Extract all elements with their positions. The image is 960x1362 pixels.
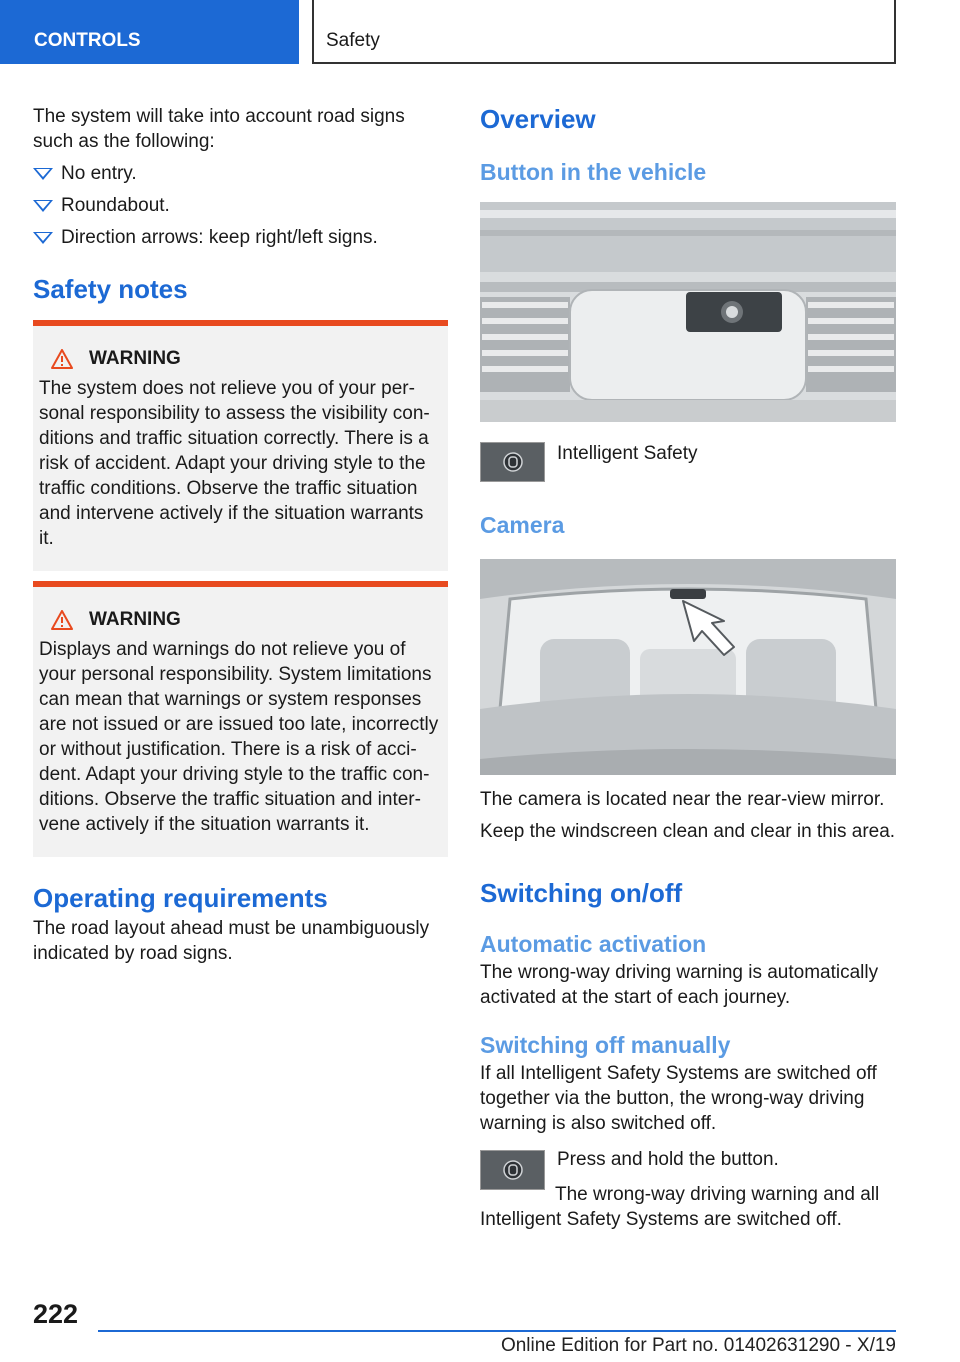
dashboard-button-image — [480, 202, 896, 422]
intelligent-safety-button[interactable] — [480, 1150, 545, 1190]
intelligent-safety-button[interactable] — [480, 442, 545, 482]
left-column — [33, 100, 448, 966]
switching-heading: Switching on/off — [480, 878, 683, 908]
warning-triangle-icon — [51, 610, 73, 630]
operating-requirements-heading: Operating requirements — [33, 883, 328, 913]
intelligent-safety-caption: Intelligent Safety — [557, 443, 698, 464]
page-number: 222 — [33, 1299, 79, 1329]
list-item: No entry. — [33, 161, 448, 186]
sign-list — [33, 161, 448, 250]
warning-text: Displays and warnings do not relieve you of your personal responsibility. System limitations can mean that warnings or system responses are not issued or are issued too late, incorrectly or without justification. There is a risk of acci‐dent. Adapt your driving style to the traffic con‐ditions. Observe the traffic situation and inter‐vene actively if the situation warrants it. — [39, 639, 439, 835]
camera-heading: Camera — [480, 512, 565, 538]
press-hold-text: Press and hold the button. — [557, 1149, 779, 1170]
warning-text: The system does not relieve you of your per‐sonal responsibility to assess the visibility con‐ditions and traffic situation correctly. There is a risk of accident. Adapt your driving style to the traffic conditions. Observe the traffic situation and intervene actively if the situation warrants it. — [39, 378, 430, 549]
warning-box — [33, 581, 448, 857]
right-column — [480, 100, 896, 1232]
edition-note: Online Edition for Part no. 01402631290 - X/19 — [500, 1335, 896, 1356]
camera-text-1: The camera is located near the rear-view mirror. — [480, 789, 885, 810]
footer-divider — [98, 1330, 896, 1332]
button-heading: Button in the vehicle — [480, 159, 707, 185]
safety-notes-heading: Safety notes — [33, 274, 188, 304]
automatic-activation-heading: Automatic activation — [480, 931, 707, 957]
switching-off-heading: Switching off manually — [480, 1032, 731, 1058]
section-tab: CONTROLS — [0, 0, 299, 64]
warning-header: WARNING — [39, 609, 442, 631]
operating-requirements-text: The road layout ahead must be unambiguously indicated by road signs. — [33, 918, 430, 964]
intelligent-safety-icon — [503, 1159, 523, 1181]
warning-box — [33, 320, 448, 571]
intro-text: The system will take into account road signs such as the following: — [33, 106, 405, 152]
camera-text-2: Keep the windscreen clean and clear in this area. — [480, 821, 896, 842]
warning-triangle-icon — [51, 349, 73, 369]
automatic-activation-text: The wrong-way driving warning is automatically activated at the start of each journey. — [480, 962, 879, 1008]
bullet-triangle-icon — [33, 232, 53, 244]
intelligent-safety-icon — [503, 451, 523, 473]
warning-header: WARNING — [39, 348, 442, 370]
press-hold-result: The wrong-way driving warning and all Intelligent Safety Systems are switched off. — [480, 1184, 880, 1230]
switching-off-text: If all Intelligent Safety Systems are switched off together via the button, the wrong-way driving warning is also switched off. — [480, 1063, 877, 1134]
bullet-triangle-icon — [33, 200, 53, 212]
list-item: Roundabout. — [33, 193, 448, 218]
intelligent-safety-row — [480, 442, 896, 482]
bullet-triangle-icon — [33, 168, 53, 180]
camera-location-image — [480, 559, 896, 775]
page-title: Safety — [312, 0, 896, 64]
list-item: Direction arrows: keep right/left signs. — [33, 225, 448, 250]
overview-heading: Overview — [480, 104, 596, 134]
